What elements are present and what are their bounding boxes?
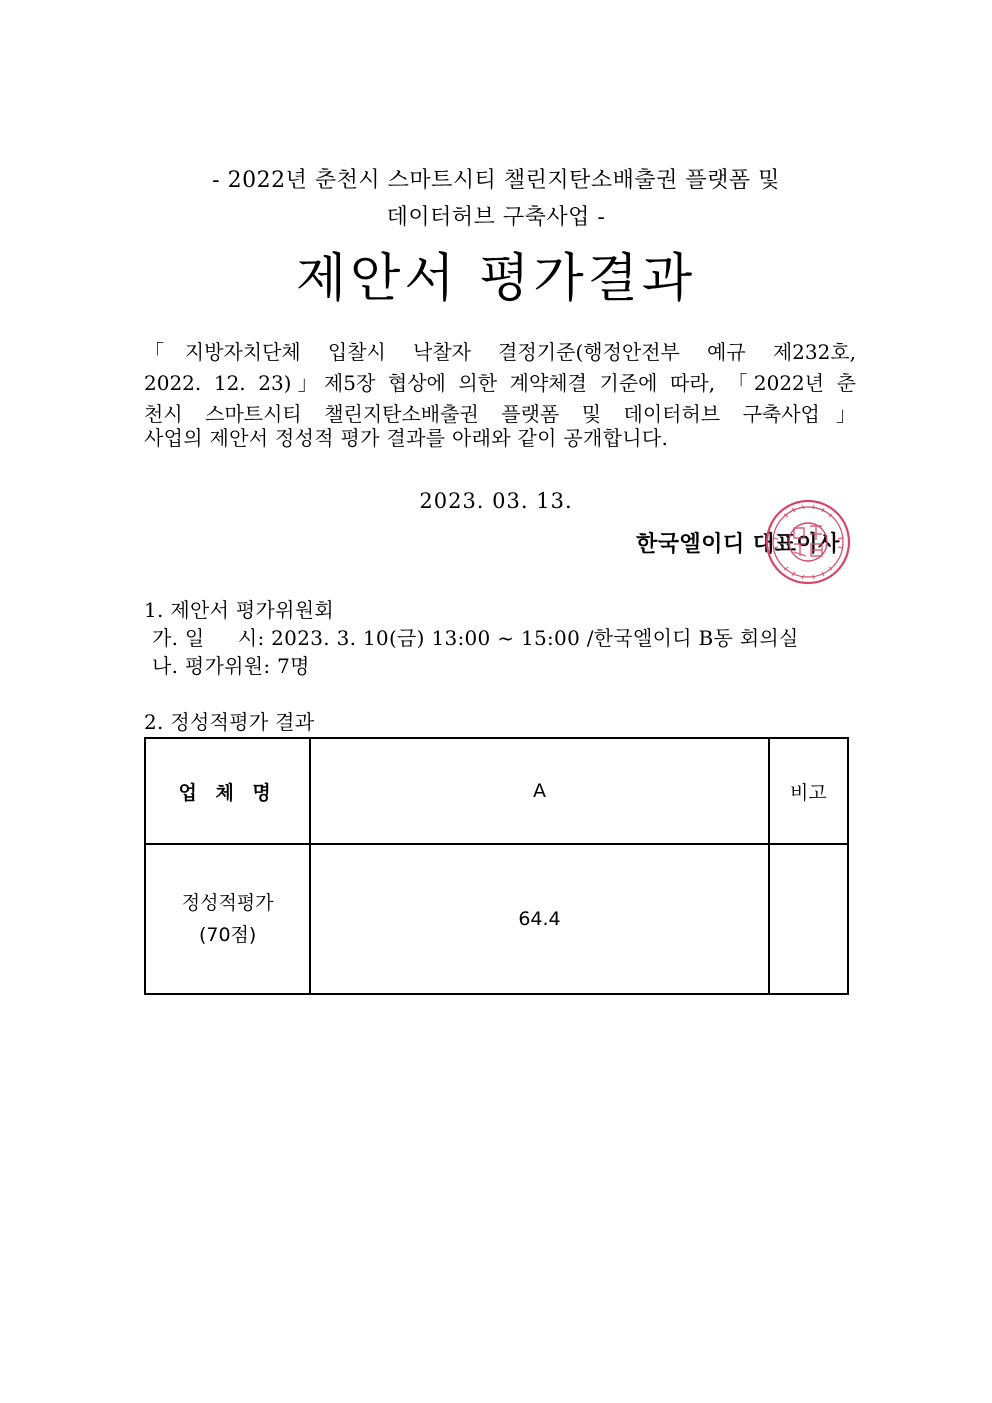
section-1-heading: 1. 제안서 평가위원회 — [144, 598, 334, 622]
table-header-row — [145, 738, 848, 844]
evaluation-result-table — [144, 737, 849, 995]
row-label-cell — [145, 844, 310, 994]
row-label-points: (70점) — [198, 924, 257, 946]
table-row — [145, 844, 848, 994]
intro-line-2: 2022. 12. 23)」제5장 협상에 의한 계약체결 기준에 따라, 「2022년 춘 — [144, 371, 856, 395]
header-company-a: A — [310, 738, 768, 844]
note-cell — [769, 844, 848, 994]
company-seal-icon — [764, 498, 852, 586]
document-date: 2023. 03. 13. — [419, 489, 573, 513]
header-company-name: 업 체 명 — [145, 738, 310, 844]
intro-line-3: 천시 스마트시티 챌린지탄소배출권 플랫폼 및 데이터허브 구축사업」 — [144, 402, 856, 426]
row-label-title: 정성적평가 — [181, 892, 274, 914]
subtitle-line-2: 데이터허브 구축사업 - — [386, 205, 606, 230]
intro-line-4: 사업의 제안서 정성적 평가 결과를 아래와 같이 공개합니다. — [144, 426, 669, 450]
page-title: 제안서 평가결과 — [295, 249, 697, 309]
signer-name: 한국엘이디 대표이사 — [636, 531, 840, 557]
meeting-datetime-item: 가. 일 시: 2023. 3. 10(금) 13:00 ~ 15:00 /한국엘이디 B동 회의실 — [152, 626, 799, 650]
section-2-heading: 2. 정성적평가 결과 — [144, 710, 315, 734]
intro-line-1: 「지방자치단체 입찰시 낙찰자 결정기준(행정안전부 예규 제232호, — [144, 340, 856, 364]
subtitle-line-1: - 2022년 춘천시 스마트시티 챌린지탄소배출권 플랫폼 및 — [212, 168, 780, 193]
score-cell: 64.4 — [310, 844, 768, 994]
evaluator-count-item: 나. 평가위원: 7명 — [152, 654, 310, 678]
header-note: 비고 — [769, 738, 848, 844]
